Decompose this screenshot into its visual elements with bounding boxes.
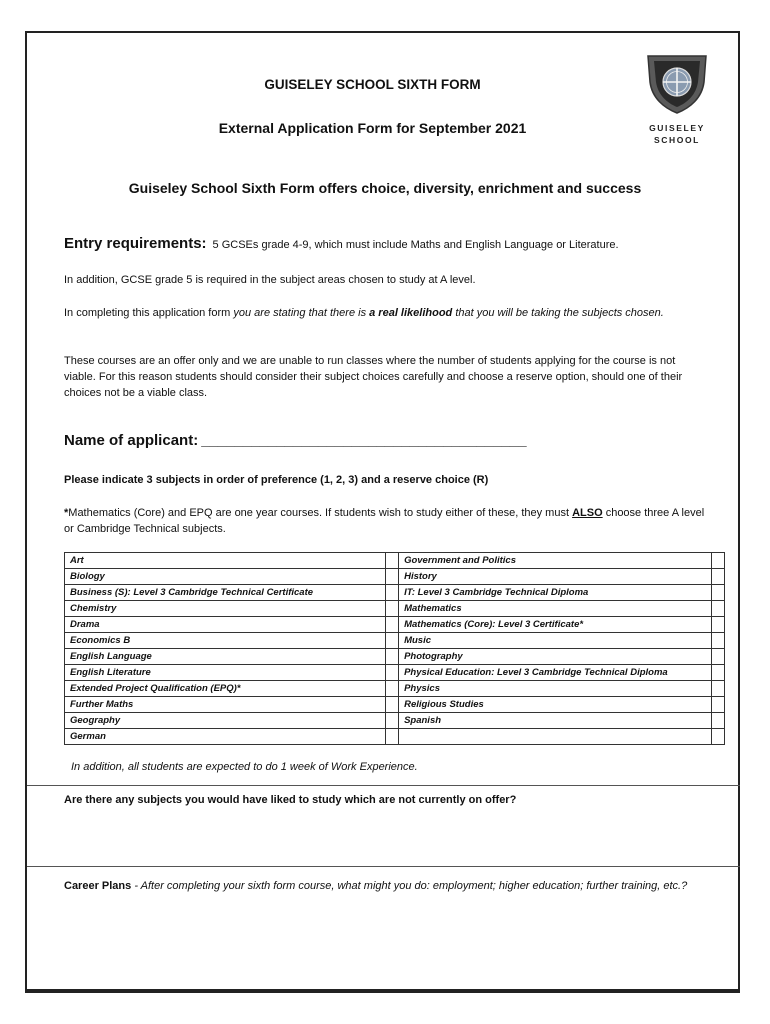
subject-name: History — [399, 569, 712, 585]
subject-choice-box[interactable] — [385, 601, 398, 617]
completing-italic-text: you are stating that there is — [233, 307, 370, 319]
subject-name: Mathematics (Core): Level 3 Certificate* — [399, 617, 712, 633]
note-text: Mathematics (Core) and EPQ are one year courses. If students wish to study either of these, they must — [68, 507, 573, 519]
subject-name: German — [65, 729, 386, 745]
subjects-not-offered-answer-area[interactable] — [64, 812, 714, 862]
completing-emphasis: a real likelihood — [369, 307, 453, 319]
subject-choice-box[interactable] — [711, 569, 724, 585]
work-experience-note: In addition, all students are expected to do 1 week of Work Experience. — [71, 761, 418, 773]
subject-choice-box[interactable] — [711, 713, 724, 729]
career-plans-label: Career Plans — [64, 880, 132, 892]
subject-name: Business (S): Level 3 Cambridge Technical Certificate — [65, 585, 386, 601]
subject-name: Religious Studies — [399, 697, 712, 713]
completing-text: In completing this application form — [64, 307, 234, 319]
subject-name: Economics B — [65, 633, 386, 649]
divider — [27, 785, 740, 786]
table-row — [65, 649, 725, 665]
career-plans-question — [64, 878, 709, 895]
page-subtitle: External Application Form for September 2021 — [218, 120, 527, 136]
school-logo — [640, 52, 714, 145]
subject-name: Mathematics — [399, 601, 712, 617]
applicant-name-label: Name of applicant: — [64, 432, 199, 449]
entry-requirements-heading: Entry requirements: — [64, 235, 207, 252]
subject-choice-box[interactable] — [711, 601, 724, 617]
subjects-table — [64, 552, 725, 745]
addition-paragraph: In addition, GCSE grade 5 is required in the subject areas chosen to study at A level. — [64, 274, 476, 286]
subject-choice-box[interactable] — [385, 617, 398, 633]
table-row — [65, 569, 725, 585]
table-row — [65, 633, 725, 649]
subject-name: Further Maths — [65, 697, 386, 713]
subject-choice-box[interactable] — [385, 585, 398, 601]
subject-name: Extended Project Qualification (EPQ)* — [65, 681, 386, 697]
completing-italic-text-2: that you will be taking the subjects chosen. — [452, 307, 664, 319]
subject-choice-box[interactable] — [385, 665, 398, 681]
table-row — [65, 681, 725, 697]
subject-choice-box[interactable] — [711, 633, 724, 649]
subject-choice-box[interactable] — [711, 665, 724, 681]
offer-paragraph: These courses are an offer only and we are unable to run classes where the number of students applying for the course is not viable. For this reason students should consider their subject choices carefully and choose a reserve option, should one of their choices not be a viable class. — [64, 355, 683, 399]
applicant-name-field[interactable]: _______________________________________ — [201, 432, 527, 449]
note-paragraph — [64, 505, 706, 537]
subject-choice-box[interactable] — [385, 681, 398, 697]
subject-instruction: Please indicate 3 subjects in order of preference (1, 2, 3) and a reserve choice (R) — [64, 474, 489, 486]
subject-choice-box[interactable] — [711, 617, 724, 633]
subject-name: Photography — [399, 649, 712, 665]
table-row — [65, 553, 725, 569]
subject-name: IT: Level 3 Cambridge Technical Diploma — [399, 585, 712, 601]
subject-choice-box[interactable] — [385, 553, 398, 569]
subject-choice-box[interactable] — [385, 713, 398, 729]
subject-name: Physics — [399, 681, 712, 697]
entry-requirements-text: 5 GCSEs grade 4-9, which must include Maths and English Language or Literature. — [212, 239, 619, 251]
subject-name: Government and Politics — [399, 553, 712, 569]
logo-text-line2: SCHOOL — [654, 135, 700, 145]
school-crest-icon — [640, 52, 714, 116]
career-plans-answer-area[interactable] — [64, 915, 714, 985]
note-emphasis: ALSO — [572, 507, 603, 519]
subject-choice-box[interactable] — [385, 633, 398, 649]
subject-choice-box[interactable] — [385, 649, 398, 665]
subject-name: Biology — [65, 569, 386, 585]
subject-choice-box[interactable] — [711, 729, 724, 745]
subject-name: Drama — [65, 617, 386, 633]
page-title: GUISELEY SCHOOL SIXTH FORM — [264, 77, 481, 92]
table-row — [65, 713, 725, 729]
subject-choice-box[interactable] — [385, 569, 398, 585]
tagline: Guiseley School Sixth Form offers choice, diversity, enrichment and success — [128, 180, 642, 196]
table-row — [65, 665, 725, 681]
subject-name — [399, 729, 712, 745]
subject-choice-box[interactable] — [385, 697, 398, 713]
subject-name: English Literature — [65, 665, 386, 681]
subject-name: Physical Education: Level 3 Cambridge Technical Diploma — [399, 665, 712, 681]
subject-name: English Language — [65, 649, 386, 665]
subject-choice-box[interactable] — [711, 681, 724, 697]
subject-name: Art — [65, 553, 386, 569]
subject-choice-box[interactable] — [711, 553, 724, 569]
completing-paragraph — [64, 305, 706, 321]
subject-choice-box[interactable] — [385, 729, 398, 745]
subject-name: Geography — [65, 713, 386, 729]
subject-name: Spanish — [399, 713, 712, 729]
subjects-not-offered-question: Are there any subjects you would have liked to study which are not currently on offer? — [64, 794, 517, 806]
subject-choice-box[interactable] — [711, 585, 724, 601]
logo-text-line1: GUISELEY — [649, 123, 705, 133]
divider — [27, 866, 740, 867]
table-row — [65, 617, 725, 633]
table-row — [65, 729, 725, 745]
subject-choice-box[interactable] — [711, 697, 724, 713]
career-plans-text: - After completing your sixth form course, what might you do: employment; higher education; further training, etc.? — [131, 880, 688, 892]
note-asterisk: * — [64, 507, 69, 519]
table-row — [65, 601, 725, 617]
subject-name: Music — [399, 633, 712, 649]
entry-requirements — [64, 236, 706, 253]
table-row — [65, 585, 725, 601]
table-row — [65, 697, 725, 713]
note-text-2: choose three A level or Cambridge Technical subjects. — [64, 507, 705, 535]
applicant-name-row — [64, 433, 706, 450]
subject-choice-box[interactable] — [711, 649, 724, 665]
subject-name: Chemistry — [65, 601, 386, 617]
